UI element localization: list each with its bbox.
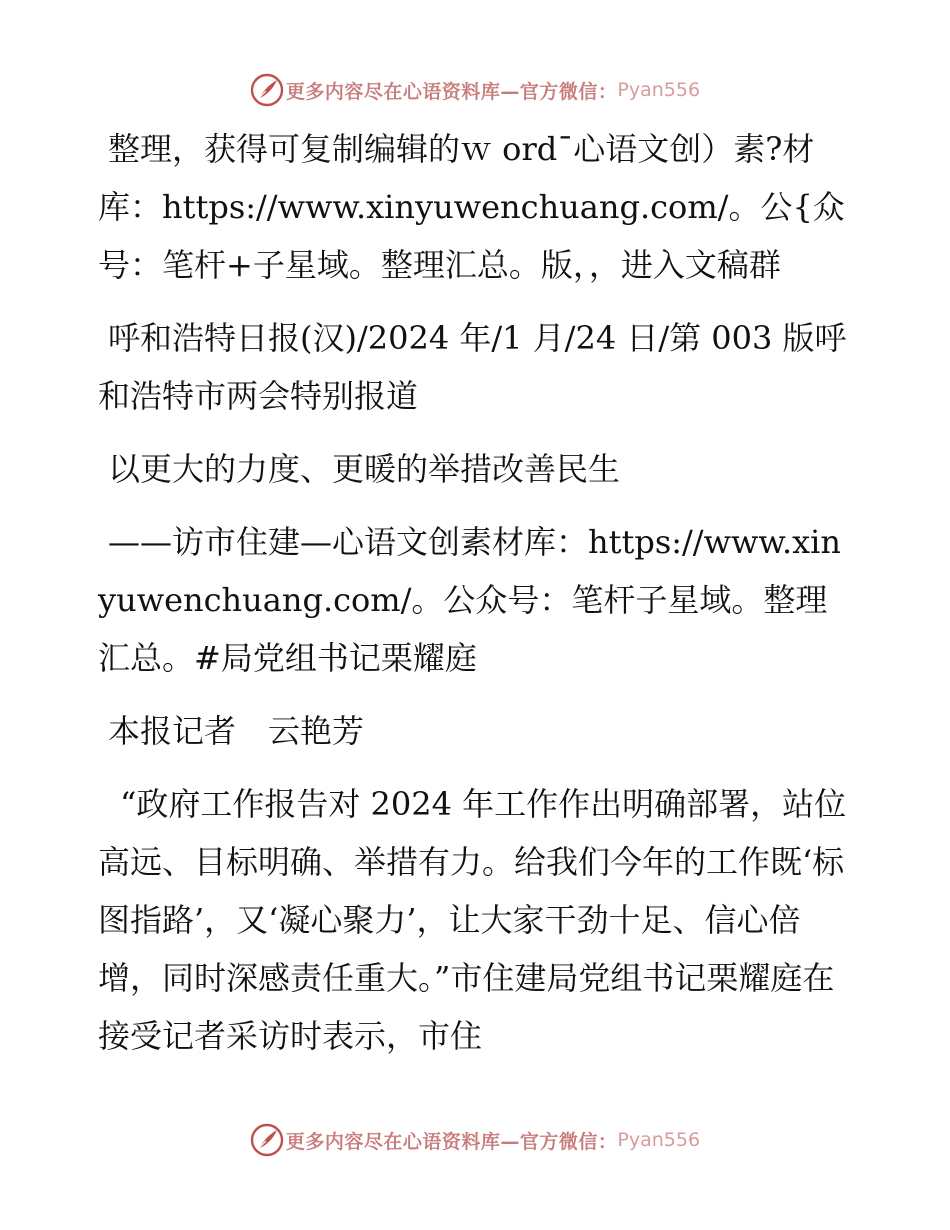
byline: 本报记者 云艳芳 [108,712,365,750]
watermark-contact: Pyan556 [617,79,701,101]
watermark-contact: Pyan556 [617,1129,701,1151]
body-paragraph: “政府工作报告对 2024 年工作作出明确部署，站位高远、目标明确、举措有力。给我们今年的工作既‘标图指路’，又‘凝心聚力’，让大家干劲十足、信心倍增，同时深感责任重大。”市住建局党组书记栗耀庭在接受记者采访时表示，市住 [98,785,847,1055]
quill-pen-logo-icon [250,73,284,107]
watermark-footer [0,1120,950,1160]
source-line: 呼和浩特日报(汉)/2024 年/1 月/24 日/第 003 版呼和浩特市两会特别报道 [98,319,847,415]
quill-pen-logo-icon [250,1123,284,1157]
watermark-text: 更多内容尽在心语资料库—官方微信： [285,80,618,103]
article-title: 以更大的力度、更暖的举措改善民生 [108,450,621,488]
watermark-text: 更多内容尽在心语资料库—官方微信： [285,1130,618,1153]
watermark-header [0,70,950,110]
intro-paragraph: 整理，获得可复制编辑的ｗ ord¯心语文创）素?材库：https://www.xinyuwenchuang.com/。公{众号：笔杆+子星域。整理汇总。版，，进入文稿群 [98,130,845,284]
article-subtitle: ——访市住建—心语文创素材库：https://www.xinyuwenchuang.com/。公众号：笔杆子星域。整理汇总。#局党组书记栗耀庭 [98,523,842,677]
document-body [98,120,858,1080]
